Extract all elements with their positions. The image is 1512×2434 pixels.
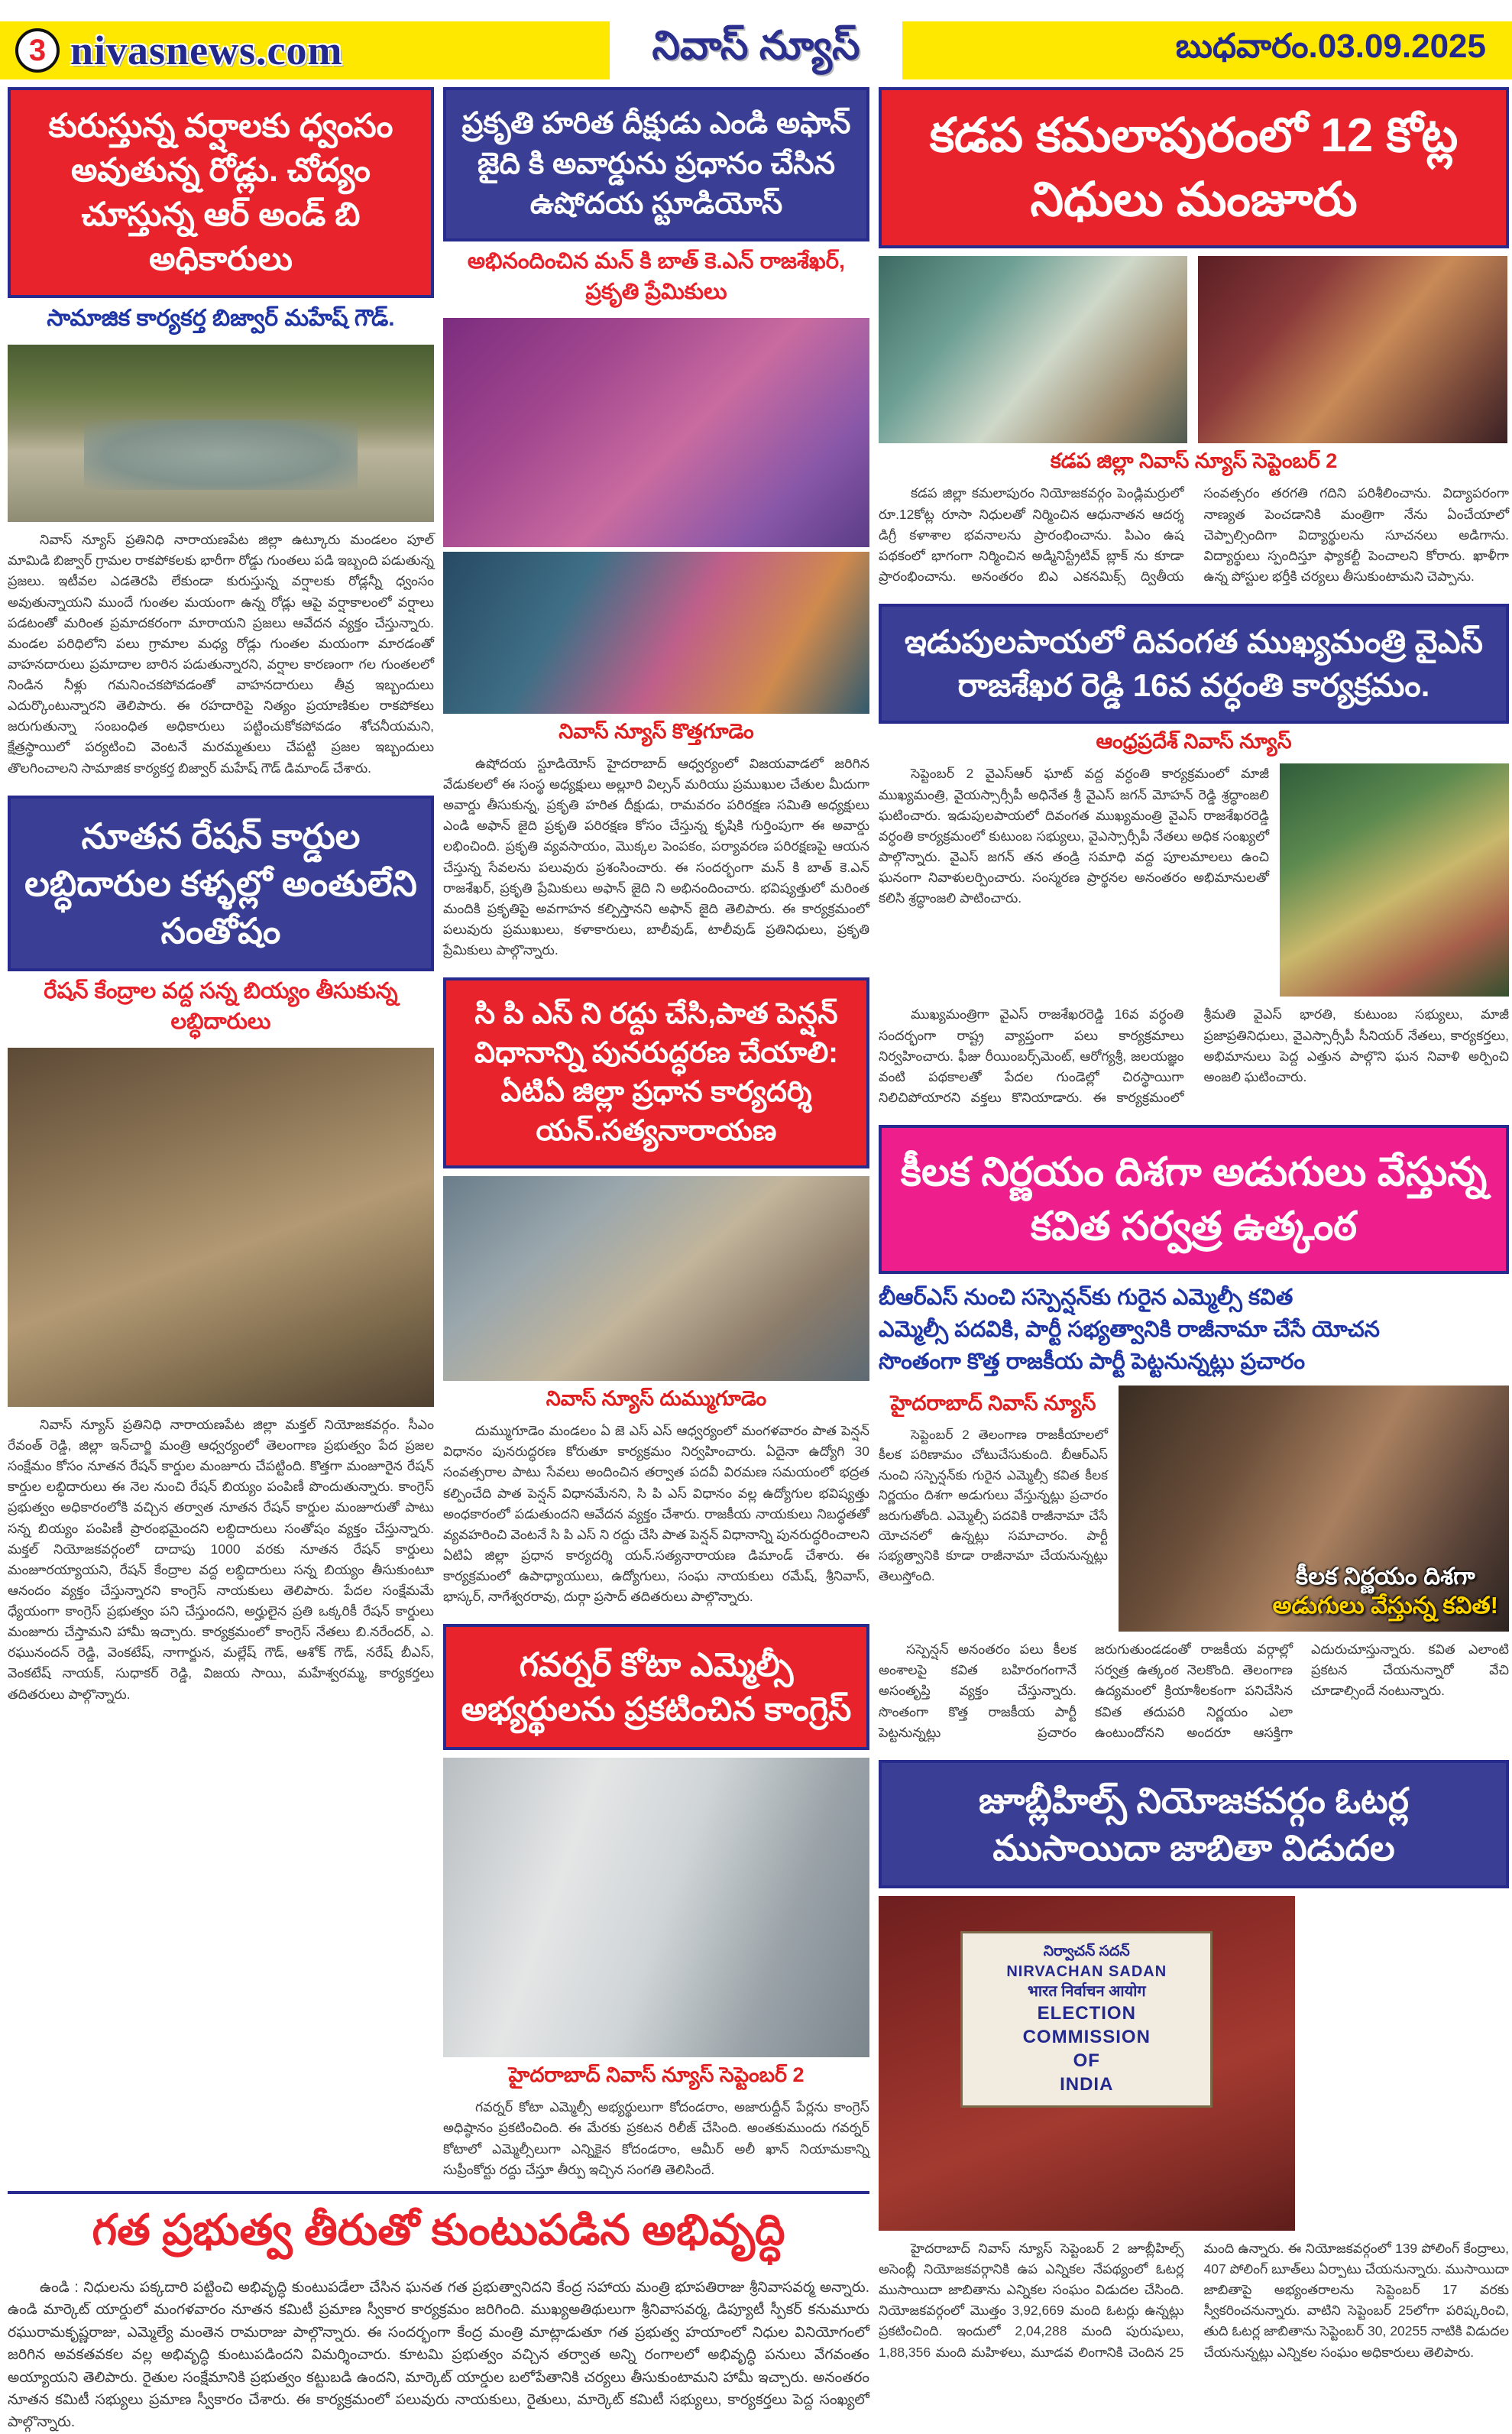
ration-distribution-photo <box>8 1048 434 1407</box>
kavitha-photo <box>1119 1386 1509 1632</box>
award-ceremony-photo-bottom <box>443 552 869 714</box>
kadapa-dateline: కడప జిల్లా నివాస్ న్యూస్ సెప్టెంబర్ 2 <box>1050 449 1338 473</box>
kavitha-article-body-bottom: సస్పెన్షన్ అనంతరం పలు కీలక అంశాలపై కవిత బహిరంగంగానే అసంతృప్తి వ్యక్తం చేస్తున్నారు. సొంతంగా కొత్త రాజకీయ పార్టీ పెట్టనున్నట్లు ప్రచారం జరుగుతుండడంతో రాజకీయ వర్గాల్లో సర్వత్ర ఉత్కంఠ నెలకొంది. తెలంగాణ ఉద్యమంలో క్రియాశీలకంగా పనిచేసిన కవిత తదుపరి నిర్ణయం ఎలా ఉంటుందోనని అందరూ ఆసక్తిగా ఎదురుచూస్తున్నారు. కవిత ఎలాంటి ప్రకటన చేయనున్నారో వేచి చూడాల్సిందే నంటున్నారు. <box>879 1642 1509 1740</box>
page-number-badge: 3 <box>15 28 60 73</box>
kadapa-article-body: కడప జిల్లా కమలాపురం నియోజకవర్గం పెండ్లిమర్రులో రూ.12కోట్ల రూసా నిధులతో నిర్మించిన ఆధునాతన ఆదర్శ డిగ్రీ కళాశాల భవనాలను ప్రారంభించాను. పిఎం ఉష పథకంలో భాగంగా నిర్మించిన అడ్మినిస్ట్రేటివ్ బ్లాక్ ను కూడా ప్రారంభించాను. అనంతరం బిఎ ఎకనమిక్స్ ద్వితీయ సంవత్సరం తరగతి గదిని పరిశీలించాను. విద్యాపరంగా నాణ్యత పెంచడానికి మంత్రిగా నేను ఏంచేయాలో చెప్పాల్సిందిగా విద్యార్థులను సూచనలు అడిగాను. విద్యార్థులు స్పందిస్తూ ఫ్యాకల్టీ పెంచాలని కోరారు. ఖాళీగా ఉన్న పోస్టుల భర్తీకి చర్యలు తీసుకుంటామని చెప్పాను. <box>879 485 1509 584</box>
cps-dateline: నివాస్ న్యూస్ దుమ్ముగూడెం <box>546 1387 767 1411</box>
ration-article-body: నివాస్ న్యూస్ ప్రతినిధి నారాయణపేట జిల్లా మక్తల్ నియోజకవర్గం. సీఎం రేవంత్ రెడ్డి, జిల్లా ఇన్‌చార్జి మంత్రి ఆధ్వర్యంలో తెలంగాణ ప్రభుత్వం పేద ప్రజల సంక్షేమం కోసం నూతన రేషన్ కార్డుల మంజూరు చేపట్టింది. కొత్తగా మంజూరైన రేషన్ కార్డుల లబ్ధిదారులు ఈ నెల నుంచి రేషన్ బియ్యం పంపిణీ పొందుతున్నారు. కాంగ్రెస్ ప్రభుత్వం అధికారంలోకి వచ్చిన తర్వాత నూతన రేషన్ కార్డుల మంజూరుతో పాటు సన్న బియ్యం పంపిణీ ప్రారంభమైందని లబ్ధిదారులు సంతోషం వ్యక్తం చేస్తున్నారు. మక్తల్ నియోజకవర్గంలో దాదాపు 1000 వరకు నూతన రేషన్ కార్డులు మంజూరయ్యాయని, రేషన్ కేంద్రాల వద్ద లబ్ధిదారులు సన్న బియ్యం తీసుకుంటూ ఆనందం వ్యక్తం చేస్తున్నారని కాంగ్రెస్ నాయకులు తెలిపారు. పేదల సంక్షేమమే ధ్యేయంగా కాంగ్రెస్ ప్రభుత్వం పని చేస్తుందని, అర్హులైన ప్రతి ఒక్కరికీ రేషన్ కార్డులు మంజూరు చేస్తామని హామీ ఇచ్చారు. కార్యక్రమంలో కాంగ్రెస్ నేతలు బి.నరేందర్, ఎ. రఘునందన్ రెడ్డి, వెంకటేష్, నాగార్జున, మల్లేష్ గౌడ్, ఆశోక్ గౌడ్, నరేష్ బీఎస్, వెంకటేష్ నాయక్, సుధాకర్ రెడ్డి, విజయ సాయి, మహేశ్వరమ్మ, కార్యకర్తలు తదితరులు పాల్గొన్నారు. <box>8 1416 434 1702</box>
undi-article-headline: గత ప్రభుత్వ తీరుతో కుంటుపడిన అభివృద్ధి <box>92 2205 785 2254</box>
edition-date: బుధవారం.03.09.2025 <box>1175 27 1486 65</box>
kavitha-caption-line2: అడుగులు వేస్తున్న కవిత! <box>1272 1592 1498 1619</box>
sign-line-hindi: भारत निर्वाचन आयोग <box>1027 1982 1146 2000</box>
site-name: nivasnews.com <box>70 28 343 73</box>
sign-line-of: OF <box>1073 2050 1100 2072</box>
ushodaya-article-body: ఉషోదయ స్టూడియోస్ హైదరాబాద్ ఆధ్వర్యంలో విజయవాడలో జరిగిన వేడుకలలో ఈ సంస్థ అధ్యక్షులు అల్లూరి విల్సన్ మరియు ప్రముఖుల చేతుల మీదుగా అవార్డు తీసుకున్న, ప్రకృతి హరిత దీక్షుడు, రామవరం పరిరక్షణ సమితి అధ్యక్షులు ఎండి అఫాన్ జైది ప్రకృతి పరిరక్షణ కోసం చేస్తున్న కృషికి గుర్తింపుగా ఈ అవార్డు లభించింది. ప్రకృతి వ్యవసాయం, మొక్కల పెంపకం, పర్యావరణ పరిరక్షణపై ఆయన చేస్తున్న సేవలను పలువురు ప్రశంసించారు. ఈ సందర్భంగా మన్ కి బాత్ కె.ఎన్ రాజశేఖర్, ప్రకృతి ప్రేమికులు అఫాన్ జైది ని అభినందించారు. భవిష్యత్తులో మరింత మందికి ప్రకృతిపై అవగాహన కల్పిస్తానని అఫాన్ జైది తెలిపారు. ఈ కార్యక్రమంలో పలువురు ప్రముఖులు, కళాకారులు, బాలీవుడ్, టాలీవుడ్ ప్రతినిధులు, ప్రకృతి ప్రేమికులు పాల్గొన్నారు. <box>443 755 869 958</box>
ysr-dateline: ఆంధ్రప్రదేశ్ నివాస్ న్యూస్ <box>1096 730 1292 754</box>
cps-article-body: దుమ్ముగూడెం మండలం ఏ జె ఎస్ ఎస్ ఆధ్వర్యంలో మంగళవారం పాత పెన్షన్ విధానం పునరుద్ధరణ కోరుతూ కార్యక్రమం నిర్వహించారు. ఏదైనా ఉద్యోగి 30 సంవత్సరాల పాటు సేవలు అందించిన తర్వాత పదవీ విరమణ సమయంలో భద్రత కల్పించేది పాత పెన్షన్ విధానమేనని, సి పి ఎస్ విధానం వల్ల ఉద్యోగుల భవిష్యత్తు అంధకారంలో పడుతుందని ఆవేదన వ్యక్తం చేశారు. రాజకీయ నాయకులు నిబద్ధతతో వ్యవహరించి వెంటనే సి పి ఎస్ ని రద్దు చేసి పాత పెన్షన్ విధానాన్ని పునరుద్ధరించాలని ఏటిఏ జిల్లా ప్రధాన కార్యదర్శి యన్.సత్యనారాయణ డిమాండ్ చేశారు. ఈ కార్యక్రమంలో ఉపాధ్యాయులు, ఉద్యోగులు, సంఘ నాయకులు రమేష్, శ్రీనివాస్, భాస్కర్, నాగేశ్వరరావు, దుర్గా ప్రసాద్ తదితరులు పాల్గొన్నారు. <box>443 1423 869 1605</box>
jubilee-article-body: హైదరాబాద్ నివాస్ న్యూస్ సెప్టెంబర్ 2 జూబ్లీహిల్స్ అసెంబ్లీ నియోజకవర్గానికి ఉప ఎన్నికల నేపథ్యంలో ఓటర్ల ముసాయిదా జాబితాను ఎన్నికల సంఘం విడుదల చేసింది. నియోజకవర్గంలో మొత్తం 3,92,669 మంది ఓటర్లు ఉన్నట్లు ప్రకటించింది. ఇందులో 2,04,288 మంది పురుషులు, 1,88,356 మంది మహిళలు, మూడవ లింగానికి చెందిన 25 మంది ఉన్నారు. ఈ నియోజకవర్గంలో 139 పోలింగ్ కేంద్రాలు, 407 పోలింగ్ బూత్‌లు ఏర్పాటు చేయనున్నారు. ముసాయిదా జాబితాపై అభ్యంతరాలను సెప్టెంబర్ 17 వరకు స్వీకరించనున్నారు. వాటిని సెప్టెంబర్ 25లోగా పరిష్కరించి, తుది ఓటర్ల జాబితాను సెప్టెంబర్ 30, 20255 నాటికి విడుదల చేయనున్నట్లు ఎన్నికల సంఘం అధికారులు తెలిపారు. <box>879 2240 1509 2360</box>
cps-protest-photo <box>443 1176 869 1381</box>
roads-article-headline: కురుస్తున్న వర్షాలకు ధ్వంసం అవుతున్న రోడ్లు. చోద్యం చూస్తున్న ఆర్ అండ్ బి అధికారులు <box>8 87 434 298</box>
ysr-article-headline: ఇడుపులపాయలో దివంగత ముఖ్యమంత్రి వైఎస్ రాజశేఖర రెడ్డి 16వ వర్ధంతి కార్యక్రమం. <box>879 604 1509 724</box>
cps-article-headline: సి పి ఎస్ ని రద్దు చేసి,పాత పెన్షన్ విధానాన్ని పునరుద్ధరణ చేయాలి: ఏటిఏ జిల్లా ప్రధాన కార్యదర్శి యన్.సత్యనారాయణ <box>443 977 869 1168</box>
sign-line-eci: ELECTION COMMISSION <box>1022 2002 1151 2047</box>
column-3 <box>879 87 1509 2363</box>
masthead-bar <box>0 21 1512 79</box>
kavitha-photo-caption <box>1273 1562 1498 1622</box>
award-ceremony-photo-top <box>443 318 869 547</box>
flooded-road-photo <box>8 345 434 522</box>
column-1 <box>8 87 434 1705</box>
sign-line-india: INDIA <box>1060 2074 1114 2095</box>
college-inauguration-photo <box>879 256 1187 443</box>
masthead-center <box>610 15 903 86</box>
nirvachan-sadan-signboard <box>960 1931 1213 2108</box>
kavitha-article-headline: కీలక నిర్ణయం దిశగా అడుగులు వేస్తున్న కవిత సర్వత్ర ఉత్కంఠ <box>879 1125 1509 1274</box>
jubilee-article-headline: జూబ్లీహిల్స్ నియోజకవర్గం ఓటర్ల ముసాయిదా జాబితా విడుదల <box>879 1760 1509 1888</box>
ysr-article-body-top: సెప్టెంబర్ 2 వైఎస్ఆర్ ఘాట్ వద్ద వర్ధంతి కార్యక్రమంలో మాజీ ముఖ్యమంత్రి, వైయస్సార్సీపీ అధినేత శ్రీ వైఎస్ జగన్ మోహన్ రెడ్డి శ్రద్ధాంజలి ఘటించారు. ఇడుపులపాయలో దివంగత ముఖ్యమంత్రి వైఎస్ రాజశేఖరరెడ్డి వర్ధంతి కార్యక్రమంలో కుటుంబ సభ్యులు, వైఎస్సార్సీపీ నేతలు అధిక సంఖ్యలో పాల్గొన్నారు. వైఎస్ జగన్ తన తండ్రి సమాధి వద్ద పూలమాలలు ఉంచి ఘనంగా నివాళులర్పించారు. సంస్మరణ ప్రార్థనల అనంతరం అభిమానులతో కలిసి శ్రద్ధాంజలి పాటించారు. <box>879 766 1269 906</box>
roads-article-subhead: సామాజిక కార్యకర్త బిజ్వార్ మహేష్ గౌడ్. <box>47 306 395 332</box>
kavitha-subhead-line: బీఆర్ఎస్ నుంచి సస్పెన్షన్‌కు గురైన ఎమ్మెల్సీ కవిత <box>879 1285 1293 1310</box>
ysr-memorial-photo <box>1280 763 1509 997</box>
election-commission-building-photo <box>879 1896 1295 2231</box>
kavitha-subhead-line: సొంతంగా కొత్త రాజకీయ పార్టీ పెట్టనున్నట్లు ప్రచారం <box>879 1350 1306 1375</box>
governor-dateline: హైదరాబాద్ నివాస్ న్యూస్ సెప్టెంబర్ 2 <box>508 2063 805 2087</box>
mlc-candidates-photo <box>443 1758 869 2057</box>
kadapa-event-photo <box>1198 256 1507 443</box>
kavitha-text-column <box>879 1386 1108 1586</box>
sign-line-telugu: నిర్వాచన్ సదన్ <box>1043 1943 1130 1959</box>
masthead-title: నివాస్ న్యూస్ <box>652 23 860 68</box>
undi-article-body: ఉండి : నిధులను పక్కదారి పట్టించి అభివృద్ధి కుంటుపడేలా చేసిన ఘనత గత ప్రభుత్వానిదని కేంద్ర సహాయ మంత్రి భూపతిరాజు శ్రీనివాసవర్మ అన్నారు. ఉండి మార్కెట్ యార్డులో మంగళవారం నూతన కమిటీ ప్రమాణ స్వీకార కార్యక్రమం జరిగింది. ముఖ్యఅతిథులుగా శ్రీనివాసవర్మ, డిప్యూటీ స్పీకర్ కనుమూరు రఘురామకృష్ణరాజు, ఎమ్మెల్యే మంతెన రామరాజు పాల్గొన్నారు. ఈ సందర్భంగా కేంద్ర మంత్రి మాట్లాడుతూ గత ప్రభుత్వ హయాంలో నిధుల వినియోగంలో జరిగిన అవకతవకల వల్ల అభివృద్ధి కుంటుపడిందని విమర్శించారు. కూటమి ప్రభుత్వం వచ్చిన తర్వాత అన్ని రంగాలలో అభివృద్ధి పనులు వేగవంతం అయ్యాయని తెలిపారు. రైతుల సంక్షేమానికి ప్రభుత్వం కట్టుబడి ఉందని, మార్కెట్ యార్డుల బలోపేతానికి చర్యలు తీసుకుంటామని హామీ ఇచ్చారు. అనంతరం నూతన కమిటీ సభ్యులు ప్రమాణ స్వీకారం చేశారు. ఈ కార్యక్రమంలో పలువురు నాయకులు, రైతులు, మార్కెట్ కమిటీ సభ్యులు, కార్యకర్తలు పెద్ద సంఖ్యలో పాల్గొన్నారు. <box>8 2279 869 2431</box>
kavitha-subhead-line: ఎమ్మెల్సీ పదవికి, పార్టీ సభ్యత్వానికి రాజీనామా చేసే యోచన <box>879 1317 1381 1343</box>
sign-line-english-name: NIRVACHAN SADAN <box>1006 1962 1167 1980</box>
ysr-article-body-bottom: ముఖ్యమంత్రిగా వైఎస్ రాజశేఖరరెడ్డి 16వ వర్ధంతి సందర్భంగా రాష్ట్ర వ్యాప్తంగా పలు కార్యక్రమాలు నిర్వహించారు. ఫీజు రీయింబర్స్‌మెంట్, ఆరోగ్యశ్రీ, జలయజ్ఞం వంటి పథకాలతో పేదల గుండెల్లో చిరస్థాయిగా నిలిచిపోయారని వక్తలు కొనియాడారు. ఈ కార్యక్రమంలో శ్రీమతి వైఎస్ భారతి, కుటుంబ సభ్యులు, మాజీ ప్రజాప్రతినిధులు, వైఎస్సార్సీపీ సీనియర్ నేతలు, కార్యకర్తలు, అభిమానులు పెద్ద ఎత్తున పాల్గొని ఘన నివాళి అర్పించి అంజలి ఘటించారు. <box>879 1006 1509 1105</box>
ration-article-subhead: రేషన్ కేంద్రాల వద్ద సన్న బియ్యం తీసుకున్న లబ్ధిదారులు <box>44 978 398 1034</box>
ushodaya-article-headline: ప్రకృతి హరిత దీక్షుడు ఎండి అఫాన్ జైది కి అవార్డును ప్రధానం చేసిన ఉషోదయ స్టూడియోస్ <box>443 87 869 241</box>
ration-article-headline: నూతన రేషన్ కార్డుల లబ్ధిదారుల కళ్ళల్లో అంతులేని సంతోషం <box>8 796 434 971</box>
kavitha-subhead-block <box>879 1282 1509 1378</box>
page-content <box>0 87 1512 2434</box>
kadapa-article-headline: కడప కమలాపురంలో 12 కోట్ల నిధులు మంజూరు <box>879 87 1509 248</box>
governor-article-headline: గవర్నర్ కోటా ఎమ్మెల్సీ అభ్యర్థులను ప్రకటించిన కాంగ్రెస్ <box>443 1624 869 1750</box>
left-section <box>8 87 869 2434</box>
roads-article-body: నివాస్ న్యూస్ ప్రతినిధి నారాయణపేట జిల్లా ఉట్కూరు మండలం పూల్ మామిడి బిజ్వార్ గ్రామల రాకపోకలకు భారీగా రోడ్డు గుంతలు పడి ఇబ్బంది పడుతున్న ప్రజలు. ఇటీవల ఎడతెరపి లేకుండా కురుస్తున్న వర్షాలకు రోడ్లన్నీ ధ్వంసం అవుతున్నాయని ముందే గుంతల మయంగా ఉన్న రోడ్లు ఆపై వర్షాకాలంలో వర్షాలు పడటంతో మరింత ప్రమాదకరంగా మారాయని ప్రజలు ఆవేదన వ్యక్తం చేస్తున్నారు. మండల పరిధిలోని పలు గ్రామాల మధ్య రోడ్లు గుంతల మయంగా మారడంతో వాహనదారులు ప్రమాదాల బారిన పడుతున్నారని, వర్షాల కారణంగా గల గుంతలలో నిండిన నీళ్లు గమనించకపోవడంతో వాహనదారులు తీవ్ర ఇబ్బందులు ఎదుర్కొంటున్నారని తెలిపారు. ఈ రహదారిపై నిత్యం ప్రయాణికుల రాకపోకలు జరుగుతున్నా సంబంధిత అధికారులు పట్టించుకోకపోవడం శోచనీయమని, క్షేత్రస్థాయిలో పర్యటించి వెంటనే మరమ్మతులు చేపట్టి ప్రజల ఇబ్బందులు తొలగించాలని సామాజిక కార్యకర్త బిజ్వార్ మహేష్ గౌడ్ డిమాండ్ చేశారు. <box>8 532 434 776</box>
governor-article-body: గవర్నర్ కోటా ఎమ్మెల్సీ అభ్యర్థులుగా కోదండరాం, అజారుద్దీన్ పేర్లను కాంగ్రెస్ అధిష్ఠానం ప్రకటించింది. ఈ మేరకు ప్రకటన రిలీజ్ చేసింది. అంతకుముందు గవర్నర్ కోటాలో ఎమ్మెల్సీలుగా ఎన్నికైన కోదండరాం, ఆమీర్ అలీ ఖాన్ నియామకాన్ని సుప్రీంకోర్టు రద్దు చేస్తూ తీర్పు ఇచ్చిన సంగతి తెలిసిందే. <box>443 2099 869 2177</box>
kavitha-article-body-top: సెప్టెంబర్ 2 తెలంగాణ రాజకీయాలలో కీలక పరిణామం చోటుచేసుకుంది. బీఆర్ఎస్ నుంచి సస్పెన్షన్‌కు గురైన ఎమ్మెల్సీ కవిత కీలక నిర్ణయం దిశగా అడుగులు వేస్తున్నట్లు ప్రచారం జరుగుతోంది. ఎమ్మెల్సీ పదవికి రాజీనామా చేసే యోచనలో ఉన్నట్లు సమాచారం. పార్టీ సభ్యత్వానికి కూడా రాజీనామా చేయనున్నట్లు తెలుస్తోంది. <box>879 1428 1108 1583</box>
ushodaya-article-subhead: అభినందించిన మన్ కి బాత్ కె.ఎన్ రాజశేఖర్, ప్రకృతి ప్రేమికులు <box>467 248 846 304</box>
undi-article <box>8 2191 869 2434</box>
column-2 <box>443 87 869 2180</box>
kavitha-dateline: హైదరాబాద్ నివాస్ న్యూస్ <box>890 1392 1096 1415</box>
ushodaya-dateline: నివాస్ న్యూస్ కొత్తగూడెం <box>559 719 754 743</box>
kavitha-caption-line1: కీలక నిర్ణయం దిశగా <box>1295 1562 1475 1590</box>
